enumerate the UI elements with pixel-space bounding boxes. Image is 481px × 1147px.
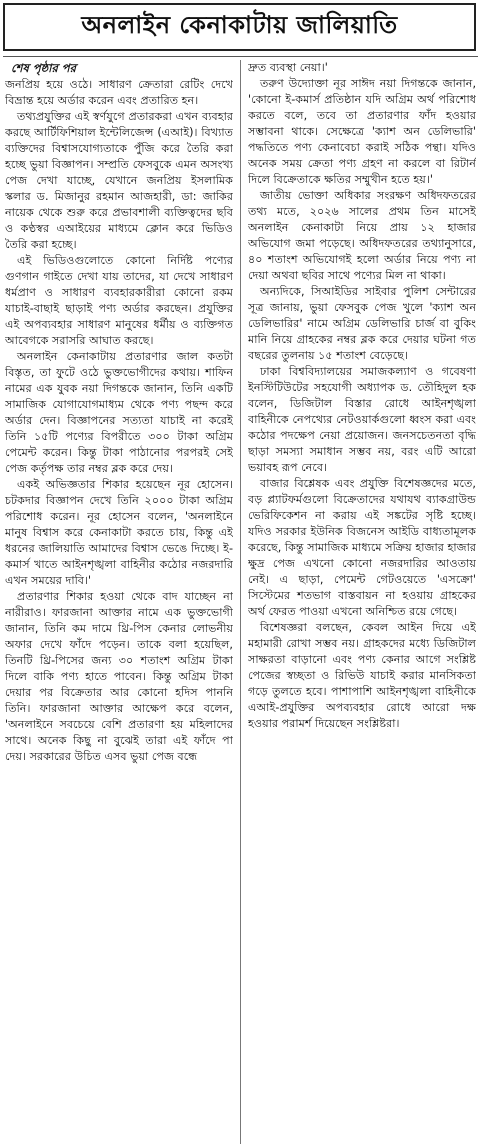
right-column: [248, 60, 476, 1144]
paragraph: ঢাকা বিশ্ববিদ্যালয়ের সমাজকল্যাণ ও গবেষণা ইনস্টিটিউটের সহযোগী অধ্যাপক ড. তৌহিদুল হক বলেন, ডিজিটাল বিস্তার রোধে আইনশৃঙ্খলা বাহিনীকে নেপথ্যের নেটওয়ার্কগুলো ধ্বংস করা এবং কঠোর পদক্ষেপ নেয়া প্রয়োজন। জনসচেতনতা বৃদ্ধি ছাড়া সমস্যা সমাধান সম্ভব নয়, বরং এটি আরো ভয়াবহ রূপ নেবে।: [248, 365, 476, 474]
top-rule: [3, 56, 478, 57]
paragraph: দ্রুত ব্যবস্থা নেয়া।': [248, 61, 328, 74]
paragraph: বাজার বিশ্লেষক এবং প্রযুক্তি বিশেষজ্ঞদের মতে, বড় প্ল্যাটফর্মগুলো বিক্রেতাদের যথাযথ ব্যাকগ্রাউন্ড ভেরিফিকেশন না করায় এই সঙ্কটের সৃষ্টি হচ্ছে। যদিও সরকার ইউনিক বিজনেস আইডি বাধ্যতামূলক করেছে, কিন্তু সামাজিক মাধ্যমে সক্রিয় হাজার হাজার ক্ষুদ্র পেজ এখনো কোনো নজরদারির আওতায় নেই। এ ছাড়া, পেমেন্ট গেটওয়েতে 'এসক্রো' সিস্টেমের শতভাগ বাস্তবায়ন না হওয়ায় গ্রাহকের অর্থ ফেরত পাওয়া এখনো অনিশ্চিত রয়ে গেছে।: [248, 477, 476, 618]
paragraph: একই অভিজ্ঞতার শিকার হয়েছেন নূর হোসেন। চটকদার বিজ্ঞাপন দেখে তিনি ২০০০ টাকা অগ্রিম পরিশোধ করেন। নূর হোসেন বলেন, 'অনলাইনে মানুষ বিশ্বাস করে কেনাকাটা করতে চায়, কিন্তু এই ধরনের জালিয়াতি আমাদের বিশ্বাস ভেঙে দিচ্ছে। ই-কমার্স খাতে আইনশৃঙ্খলা বাহিনীর কঠোর নজরদারি এখন সময়ের দাবি।': [5, 478, 233, 587]
article-headline: অনলাইন কেনাকাটায় জালিয়াতি: [81, 11, 398, 39]
column-divider: [240, 60, 241, 1144]
article-body: [5, 60, 476, 1144]
paragraph: তরুণ উদ্যোক্তা নূর সাঈদ নয়া দিগন্তকে জানান, 'কোনো ই-কমার্স প্রতিষ্ঠান যদি অগ্রিম অর্থ পরিশোধ করতে বলে, তবে তা প্রতারণার ফাঁদ হওয়ার সম্ভাবনা থাকে। সেক্ষেত্রে 'ক্যাশ অন ডেলিভারি' পদ্ধতিতে পণ্য কেনাবেচা করাই সঠিক পন্থা। যদিও অনেক সময় ক্রেতা পণ্য গ্রহণ না করলে বা রিটার্ন দিলে বিক্রেতাকে ক্ষতির সম্মুখীন হতে হয়।': [248, 77, 476, 186]
paragraph: জাতীয় ভোক্তা অধিকার সংরক্ষণ অধিদফতরের তথ্য মতে, ২০২৬ সালের প্রথম তিন মাসেই অনলাইন কেনাকাটা নিয়ে প্রায় ১২ হাজার অভিযোগ জমা পড়েছে। অধিদফতরের তথ্যানুসারে, ৪০ শতাংশ অভিযোগই হলো অর্ডার নিয়ে পণ্য না দেয়া অথবা ছবির সাথে পণ্যের মিল না থাকা।: [248, 189, 476, 282]
paragraph: এই ভিডিওগুলোতে কোনো নির্দিষ্ট পণ্যের গুণগান গাইতে দেখা যায় তাদের, যা দেখে সাধারণ ধর্মপ্রাণ ও সাধারণ ব্যবহারকারীরা কোনো রকম যাচাই-বাছাই ছাড়াই পণ্য অর্ডার করছেন। প্রযুক্তির এই অপব্যবহার সাধারণ মানুষের ধর্মীয় ও ব্যক্তিগত আবেগকে সরাসরি আঘাত করছে।: [5, 254, 233, 347]
paragraph: প্রতারণার শিকার হওয়া থেকে বাদ যাচ্ছেন না নারীরাও। ফারজানা আক্তার নামে এক ভুক্তভোগী জানান, তিনি কম দামে থ্রি-পিস কেনার লোভনীয় অফার দেখে ফাঁদে পড়েন। তাকে বলা হয়েছিল, তিনটি থ্রি-পিসের জন্য ৩০ শতাংশ অগ্রিম টাকা দিলে বাকি পণ্য হাতে পাবেন। কিন্তু অগ্রিম টাকা দেয়ার পর বিক্রেতার আর কোনো হদিস পাননি তিনি। ফারজানা আক্তার আক্ষেপ করে বলেন, 'অনলাইনে সবচেয়ে বেশি প্রতারণা হয় মহিলাদের সাথে। অনেক কিছু না বুঝেই তারা এই ফাঁদে পা দেয়। সরকারের উচিত এসব ভুয়া পেজ বন্ধে: [5, 590, 233, 763]
paragraph: তথ্যপ্রযুক্তির এই স্বর্ণযুগে প্রতারকরা এখন ব্যবহার করছে আর্টিফিশিয়াল ইন্টেলিজেন্স (এআই)। বিখ্যাত ব্যক্তিদের বিশ্বাসযোগ্যতাকে পুঁজি করে তৈরি করা হচ্ছে ভুয়া বিজ্ঞাপন। সম্প্রতি ফেসবুকে এমন অসংখ্য পেজ দেখা যাচ্ছে, যেখানে জনপ্রিয় ইসলামিক স্কলার ড. মিজানুর রহমান আজহারী, ডা: জাকির নায়েক থেকে শুরু করে প্রভাবশালী ব্যক্তিত্বদের ছবি ও কণ্ঠস্বর এআইয়ের মাধ্যমে ক্লোন করে ভিডিও তৈরি করা হচ্ছে।: [5, 110, 233, 251]
paragraph: অন্যদিকে, সিআইডির সাইবার পুলিশ সেন্টারের সূত্র জানায়, ভুয়া ফেসবুক পেজ খুলে 'ক্যাশ অন ডেলিভারির' নামে অগ্রিম ডেলিভারি চার্জ বা বুকিং মানি নিয়ে গ্রাহকের নম্বর ব্লক করে দেয়ার ঘটনা গত বছরের তুলনায় ১৫ শতাংশ বেড়েছে।: [248, 285, 476, 362]
left-column: [5, 60, 233, 1144]
continuation-label: শেষ পৃষ্ঠার পর: [11, 61, 76, 75]
paragraph: অনলাইন কেনাকাটায় প্রতারণার জাল কতটা বিস্তৃত, তা ফুটে ওঠে ভুক্তভোগীদের কথায়। শাফিন নামের এক যুবক নয়া দিগন্তকে জানান, তিনি একটি সামাজিক যোগাযোগমাধ্যম থেকে পণ্য পছন্দ করে অর্ডার দেন। বিজ্ঞাপনের সত্যতা যাচাই না করেই তিনি ১৫টি পণ্যের বিপরীতে ৩০০ টাকা অগ্রিম পেমেন্ট করেন। কিন্তু টাকা পাঠানোর পরপরই সেই পেজ কর্তৃপক্ষ তার নম্বর ব্লক করে দেয়।: [5, 350, 233, 475]
paragraph: জনপ্রিয় হয়ে ওঠে। সাধারণ ক্রেতারা রেটিং দেখে বিভ্রান্ত হয়ে অর্ডার করেন এবং প্রতারিত হন।: [5, 78, 233, 107]
paragraph: বিশেষজ্ঞরা বলছেন, কেবল আইন দিয়ে এই মহামারী রোখা সম্ভব নয়। গ্রাহকদের মধ্যে ডিজিটাল সাক্ষরতা বাড়ানো এবং পণ্য কেনার আগে সংশ্লিষ্ট পেজের স্বচ্ছতা ও রিভিউ যাচাই করার মানসিকতা গড়ে তুলতে হবে। পাশাপাশি আইনশৃঙ্খলা বাহিনীকে এআই-প্রযুক্তির অপব্যবহার রোধে আরো দক্ষ হওয়ার পরামর্শ দিয়েছেন সংশ্লিষ্টরা।: [248, 621, 476, 730]
headline-box: [3, 3, 476, 51]
